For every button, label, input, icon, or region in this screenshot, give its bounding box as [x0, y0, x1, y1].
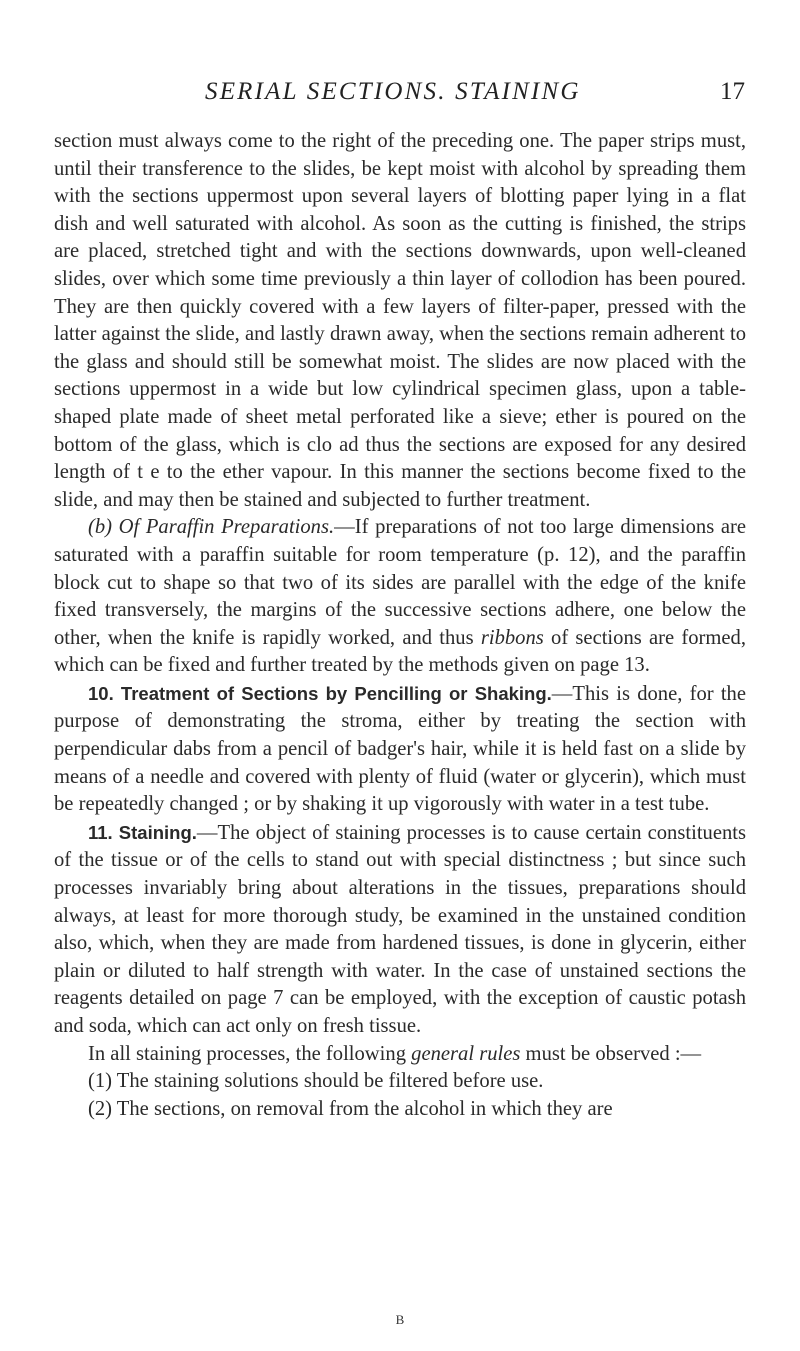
section-heading: 10. Treatment of Sections by Pencilling or Shaking. — [88, 682, 552, 704]
section-title: Of Paraffin Preparations. — [118, 516, 335, 539]
running-title: SERIAL SECTIONS. STAINING — [205, 78, 581, 105]
paragraph-staining — [54, 819, 746, 1041]
section-label: (b) — [88, 516, 113, 539]
page-header — [205, 78, 745, 110]
paragraph-text: —This is done, for the purpose of demonstrating the stroma, either by treating the section with perpendicular dabs from a pencil of badger's hair, while it is held fast on a slide by means of a needle and covered with plenty of fluid (water or glycerin), which must be repeatedly changed ; or by shaking it up vigorously with water in a test tube. — [54, 682, 746, 816]
page-number: 17 — [720, 78, 745, 105]
paragraph-text: —The object of staining processes is to cause certain constituents of the tissue or of the cells to stand out with special distinctness ; but since such processes invariably bring about alterations in the tissues, preparations should always, at least for more thorough study, be examined in the unstained condition also, which, when they are made from hardened tissues, is done in glycerin, either plain or diluted to half strength with water. In the case of unstained sections the reagents detailed on page 7 can be employed, with the exception of caustic potash and soda, which can act only on fresh tissue. — [54, 821, 747, 1037]
paragraph-continuation: section must always come to the right of the preceding one. The paper strips must, until their transference to the slides, be kept moist with alcohol by spreading them with the sections uppermost upon several layers of blotting paper lying in a flat dish and well saturated with alcohol. As soon as the cutting is finished, the strips are placed, stretched tight and with the sections downwards, upon well-cleaned slides, over which some time previously a thin layer of collodion has been poured. They are then quickly covered with a few layers of filter-paper, pressed with the latter against the slide, and lastly drawn away, when the sections remain adherent to the glass and should still be somewhat moist. The slides are now placed with the sections uppermost in a wide but low cylindrical specimen glass, upon a table-shaped plate made of sheet metal perforated like a sieve; ether is poured on the bottom of the glass, which is clo ad thus the sections are exposed for any desired length of t e to the ether vapour. In this manner the sections become fixed to the slide, and may then be stained and subjected to further treatment. — [54, 130, 746, 511]
paragraph-text: —If preparations of not too large dimensions are saturated with a paraffin suitable for room temperature (p. 12), and the paraffin block cut to shape so that two of its sides are parallel with the edge of the knife fixed transversely, the margins of the successive sections adhere, one below the other, when the knife is rapidly worked, and thus — [54, 516, 746, 649]
body-text — [54, 128, 746, 1123]
paragraph-paraffin-preparations — [54, 514, 746, 680]
paragraph-text: of sections are formed, which can be fixed and further treated by the methods given on page 13. — [54, 626, 746, 677]
signature-mark: B — [395, 1312, 405, 1327]
emphasis-general-rules: general rules — [411, 1042, 521, 1065]
list-item: (1) The staining solutions should be filtered before use. — [88, 1070, 544, 1093]
paragraph-pencilling — [54, 680, 746, 819]
section-heading: 11. Staining. — [88, 821, 197, 843]
list-item: (2) The sections, on removal from the alcohol in which they are — [88, 1097, 613, 1120]
emphasis-ribbons: ribbons — [480, 626, 544, 649]
paragraph-general-rules — [54, 1041, 746, 1069]
paragraph-text: In all staining processes, the following — [88, 1042, 412, 1065]
paragraph-text: must be observed :— — [520, 1042, 702, 1065]
